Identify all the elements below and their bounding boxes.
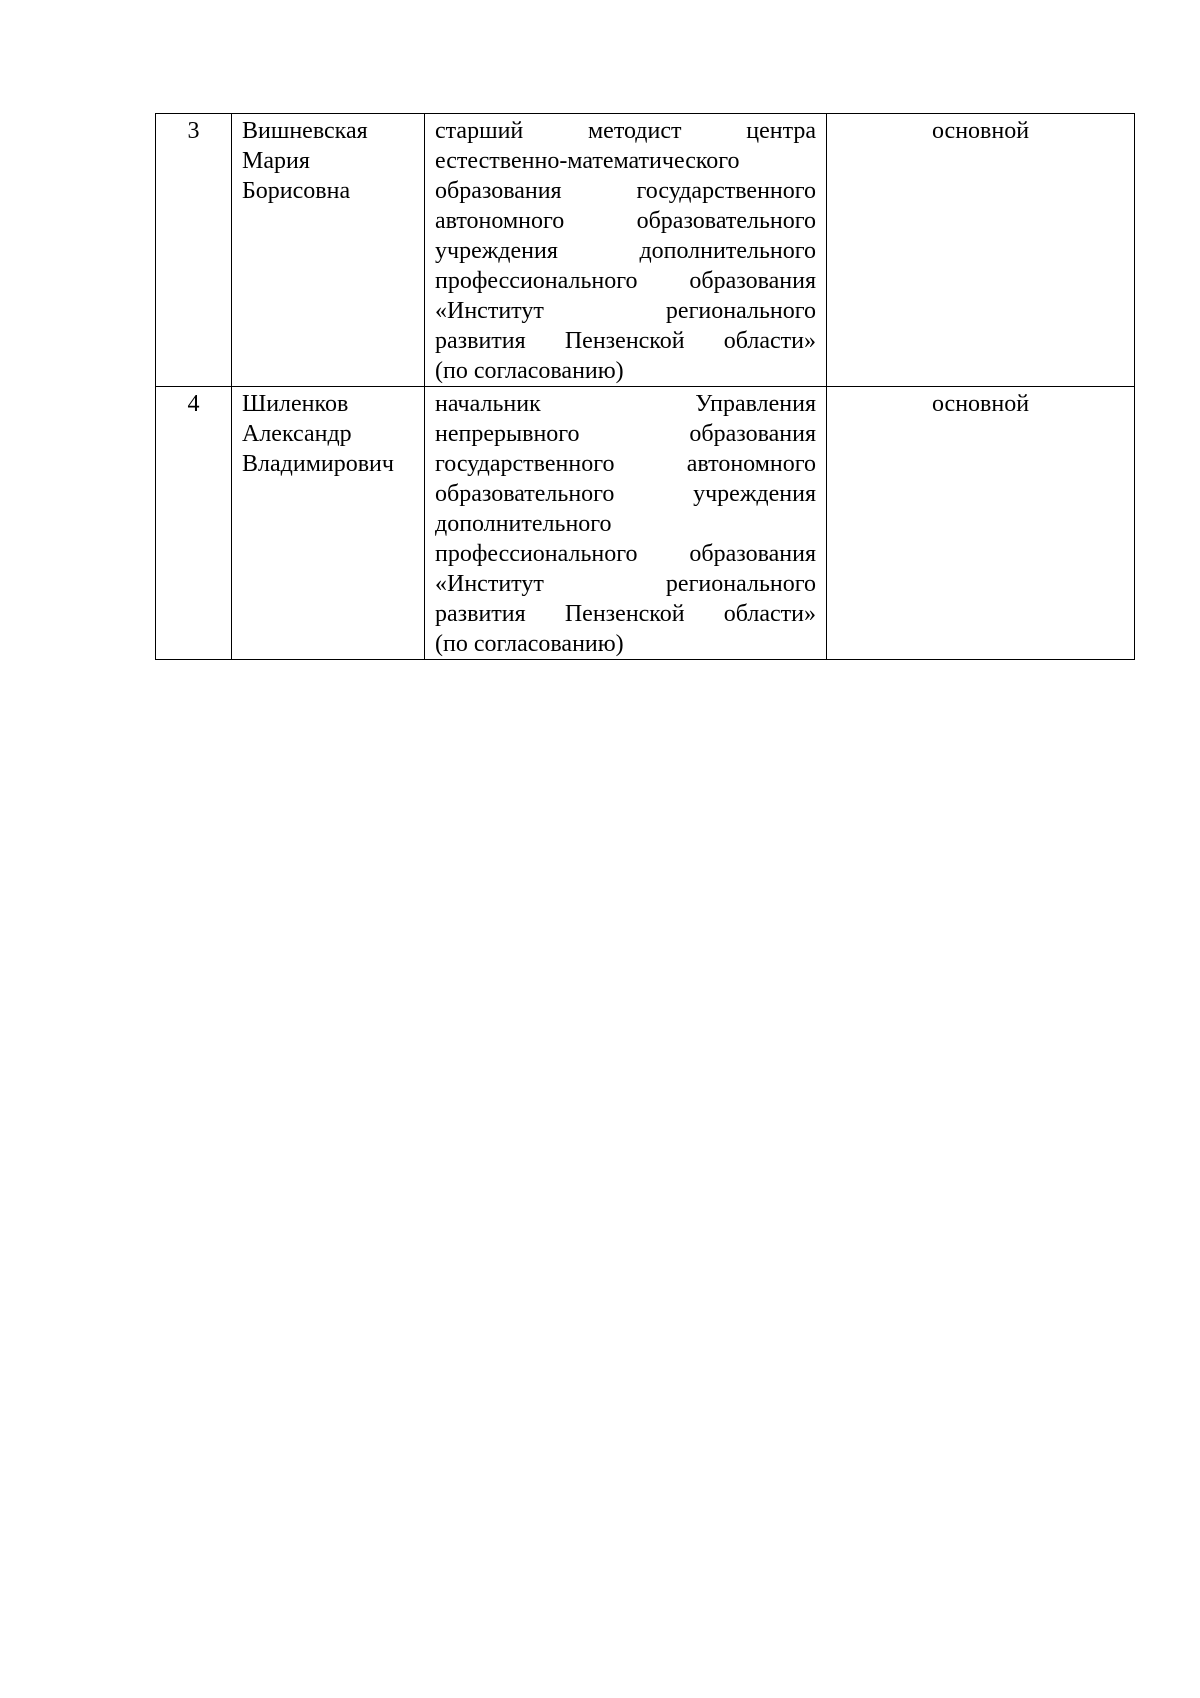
position-line: начальник Управления — [435, 391, 816, 417]
position-line: «Институт регионального — [435, 298, 816, 324]
table-row — [156, 114, 1135, 387]
committee-table — [155, 113, 1135, 660]
member-status: основной — [827, 114, 1135, 387]
row-number: 4 — [156, 387, 232, 660]
position-line: (по согласованию) — [435, 631, 624, 657]
position-line: (по согласованию) — [435, 358, 624, 384]
name-line: Борисовна — [242, 178, 351, 204]
member-name — [232, 114, 425, 387]
name-line: Вишневская — [242, 118, 368, 144]
position-line: дополнительного — [435, 511, 612, 537]
member-position — [425, 387, 827, 660]
name-line: Владимирович — [242, 451, 394, 477]
position-line: профессионального образования — [435, 541, 816, 567]
position-line: автономного образовательного — [435, 208, 816, 234]
position-line: старший методист центра — [435, 118, 816, 144]
table-row — [156, 387, 1135, 660]
position-line: развития Пензенской области» — [435, 328, 816, 354]
position-line: профессионального образования — [435, 268, 816, 294]
member-name — [232, 387, 425, 660]
position-line: «Институт регионального — [435, 571, 816, 597]
position-line: развития Пензенской области» — [435, 601, 816, 627]
name-line: Александр — [242, 421, 352, 447]
position-line: учреждения дополнительного — [435, 238, 816, 264]
name-line: Шиленков — [242, 391, 349, 417]
row-number: 3 — [156, 114, 232, 387]
position-line: образования государственного — [435, 178, 816, 204]
position-line: непрерывного образования — [435, 421, 816, 447]
member-status: основной — [827, 387, 1135, 660]
member-position — [425, 114, 827, 387]
name-line: Мария — [242, 148, 310, 174]
position-line: государственного автономного — [435, 451, 816, 477]
position-line: образовательного учреждения — [435, 481, 816, 507]
position-line: естественно-математического — [435, 148, 740, 174]
